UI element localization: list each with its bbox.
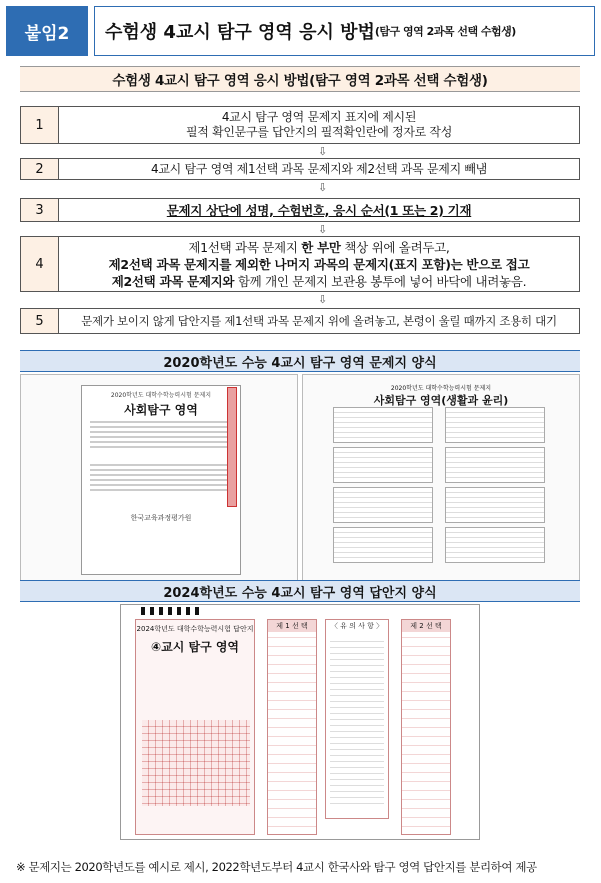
step-line: 4교시 탐구 영역 제1선택 과목 문제지와 제2선택 과목 문제지 빼냄	[151, 161, 487, 176]
answer-column-second	[401, 619, 451, 835]
paper-cover-page	[81, 385, 241, 575]
step-line: 제2선택 과목 문제지를 제외한 나머지 과목의 문제지(표지 포함)는 반으로 접고	[108, 256, 530, 272]
step-3	[20, 198, 580, 222]
step-line	[112, 273, 527, 290]
question-paper-section-title: 2020학년도 수능 4교시 탐구 영역 문제지 양식	[20, 350, 580, 372]
question-box	[333, 447, 433, 483]
step-number: 4	[21, 237, 59, 291]
question-column	[445, 407, 545, 567]
step-fragment: 함께 개인 문제지 보관용 봉투에 넣어 바닥에 내려놓음.	[234, 273, 527, 289]
paper-title: 사회탐구 영역(생활과 윤리)	[373, 394, 509, 407]
paper-line	[90, 474, 232, 476]
step-text	[59, 159, 579, 179]
paper-line	[90, 489, 232, 491]
answer-sheet-info-panel	[135, 619, 255, 835]
page-title-sub: (탐구 영역 2과목 선택 수험생)	[374, 25, 516, 38]
answer-sheet-title: ④교시 탐구 영역	[150, 640, 240, 654]
paper-line	[90, 484, 232, 486]
question-box	[445, 527, 545, 563]
paper-line	[90, 441, 232, 443]
step-line: 필적 확인문구를 답안지의 필적확인란에 정자로 작성	[186, 125, 452, 139]
down-arrow-icon: ⇩	[318, 293, 328, 306]
paper-line	[90, 431, 232, 433]
paper-small-title: 2020학년도 대학수학능력시험 문제지	[110, 392, 212, 399]
answer-sheet-image	[120, 604, 480, 840]
page-header	[6, 6, 595, 56]
down-arrow-icon: ⇩	[318, 145, 328, 158]
paper-line	[90, 464, 232, 466]
step-fragment-bold: 제2선택 과목 문제지와	[111, 273, 235, 289]
step-fragment: 제1선택 과목 문제지	[188, 239, 302, 255]
notice-lines	[330, 636, 384, 806]
question-box	[333, 487, 433, 523]
step-4	[20, 236, 580, 292]
step-1	[20, 106, 580, 144]
question-paper-cover	[20, 374, 298, 584]
paper-line	[90, 421, 232, 423]
step-fragment: 책상 위에 올려두고,	[340, 239, 450, 255]
question-box	[333, 407, 433, 443]
step-line	[188, 239, 449, 256]
step-text	[59, 237, 579, 291]
footnote: ※ 문제지는 2020학년도를 예시로 제시, 2022학년도부터 4교시 한국사와 탐구 영역 답안지를 분리하여 제공	[16, 860, 537, 874]
step-number: 1	[21, 107, 59, 143]
step-number: 2	[21, 159, 59, 179]
answer-sheet-notice	[325, 619, 389, 819]
question-box	[445, 447, 545, 483]
notice-header: 〈 유 의 사 항 〉	[330, 622, 384, 630]
paper-side-strip	[227, 387, 237, 507]
step-5	[20, 308, 580, 334]
answer-sheet-section-title: 2024학년도 수능 4교시 탐구 영역 답안지 양식	[20, 580, 580, 602]
paper-publisher: 한국교육과정평가원	[130, 514, 192, 522]
down-arrow-icon: ⇩	[318, 223, 328, 236]
paper-line	[90, 469, 232, 471]
paper-line	[90, 446, 232, 448]
question-box	[445, 487, 545, 523]
paper-line	[90, 426, 232, 428]
paper-title: 사회탐구 영역	[124, 403, 198, 417]
question-paper-page	[302, 374, 580, 584]
question-paper-images	[20, 374, 580, 584]
step-fragment-bold: 한 부만	[301, 239, 341, 255]
step-text	[59, 199, 579, 221]
step-line: 문제지 상단에 성명, 수험번호, 응시 순서(1 또는 2) 기재	[166, 202, 472, 218]
question-column	[333, 407, 433, 567]
procedure-banner: 수험생 4교시 탐구 영역 응시 방법(탐구 영역 2과목 선택 수험생)	[20, 66, 580, 92]
step-2	[20, 158, 580, 180]
step-number: 5	[21, 309, 59, 333]
answer-column-first	[267, 619, 317, 835]
down-arrow-icon: ⇩	[318, 181, 328, 194]
page-title	[94, 6, 595, 56]
paper-small-title: 2020학년도 대학수학능력시험 문제지	[390, 385, 492, 392]
step-text	[59, 309, 579, 333]
step-number: 3	[21, 199, 59, 221]
answer-sheet-small-title: 2024학년도 대학수학능력시험 답안지	[136, 625, 254, 633]
timing-marks	[141, 607, 201, 615]
question-box	[333, 527, 433, 563]
answer-column-header: 제 2 선 택	[402, 620, 450, 632]
attachment-label: 붙임2	[6, 6, 88, 56]
page-title-main: 수험생 4교시 탐구 영역 응시 방법	[105, 22, 375, 43]
step-line: 4교시 탐구 영역 문제지 표지에 제시된	[221, 110, 417, 124]
paper-line	[90, 436, 232, 438]
step-line: 문제가 보이지 않게 답안지를 제1선택 과목 문제지 위에 올려놓고, 본령이 울릴 때까지 조용히 대기	[81, 313, 557, 328]
step-text	[59, 107, 579, 143]
exam-number-grid	[142, 720, 250, 806]
answer-column-header: 제 1 선 택	[268, 620, 316, 632]
paper-line	[90, 479, 232, 481]
question-box	[445, 407, 545, 443]
